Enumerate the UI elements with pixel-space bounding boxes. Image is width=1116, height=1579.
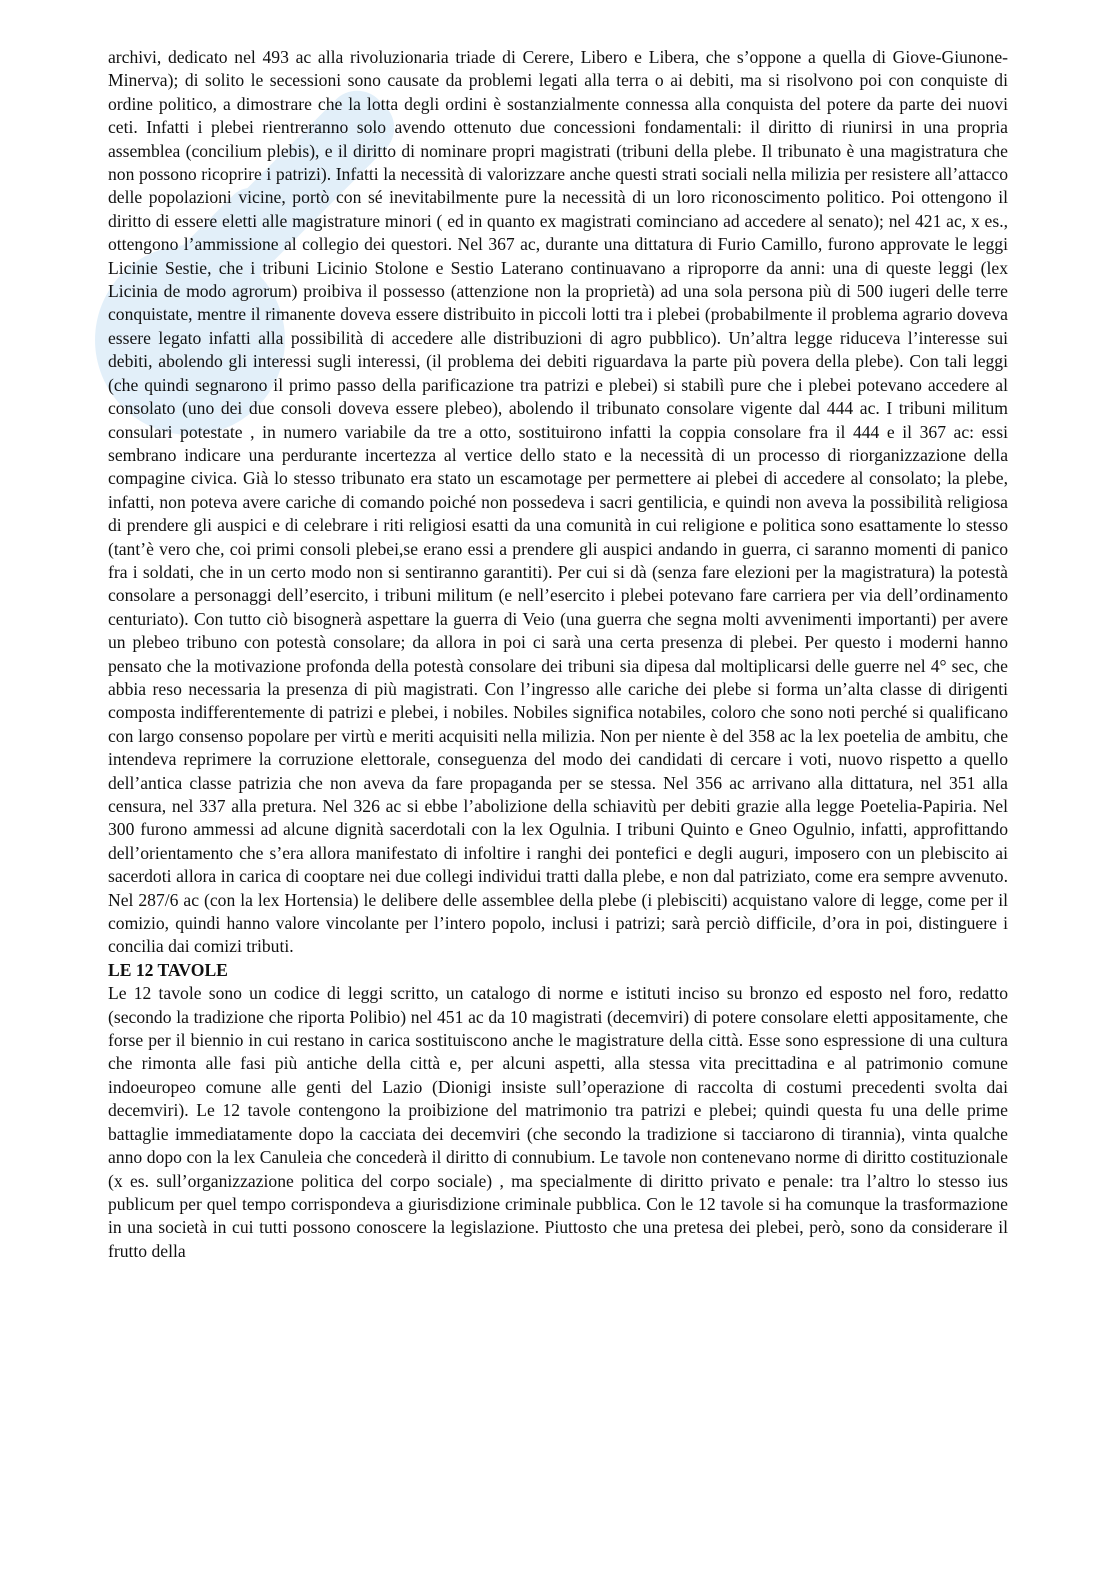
- section-paragraph: Le 12 tavole sono un codice di leggi scritto, un catalogo di norme e istituti inciso su bronzo ed esposto nel foro, redatto (secondo la tradizione che riporta Polibio) nel 451 ac da 10 magistrati (decemviri) di potere consolare eletti appositamente, che forse per il biennio in cui restano in carica sostituiscono anche le magistrature della città. Esse sono espressione di una cultura che rimonta alle fasi più antiche della città e, per alcuni aspetti, alla stessa vita precittadina e al patrimonio comune indoeuropeo comune alle genti del Lazio (Dionigi insiste sull’operazione di raccolta di costumi precedenti svolta dai decemviri). Le 12 tavole contengono la proibizione del matrimonio tra patrizi e plebei; quindi questa fu una delle prime battaglie immediatamente dopo la cacciata dei decemviri (che secondo la tradizione si tacciarono di tirannia), vinta qualche anno dopo con la lex Canuleia che concederà il diritto di connubium. Le tavole non contenevano norme di diritto costituzionale (x es. sull’organizzazione politica del corpo sociale) , ma specialmente di diritto privato e penale: tra l’altro lo stesso ius publicum per quel tempo corrispondeva a giurisdizione criminale pubblica. Con le 12 tavole si ha comunque la trasformazione in una società in cui tutti possono conoscere la legislazione. Piuttosto che una pretesa dei plebei, però, sono da considerare il frutto della: [108, 983, 1008, 1261]
- section-heading: LE 12 TAVOLE: [108, 959, 228, 980]
- document-page: [108, 46, 1008, 1263]
- body-paragraph-1: archivi, dedicato nel 493 ac alla rivoluzionaria triade di Cerere, Libero e Libera, che s’oppone a quella di Giove-Giunone-Minerva); di solito le secessioni sono causate da problemi legati alla terra o ai debiti, ma si risolvono poi con conquiste di ordine politico, a dimostrare che la lotta degli ordini è sostanzialmente connessa alla conquista del potere da parte dei nuovi ceti. Infatti i plebei rientreranno solo avendo ottenuto due concessioni fondamentali: il diritto di riunirsi in una propria assemblea (concilium plebis), e il diritto di nominare propri magistrati (tribuni della plebe. Il tribunato è una magistratura che non possono ricoprire i patrizi). Infatti la necessità di valorizzare anche questi strati sociali nella milizia per resistere all’attacco delle popolazioni vicine, portò con sé inevitabilmente pure la necessità di un loro riconoscimento politico. Poi ottengono il diritto di essere eletti alle magistrature minori ( ed in quanto ex magistrati cominciano ad accedere al senato); nel 421 ac, x es., ottengono l’ammissione al collegio dei questori. Nel 367 ac, durante una dittatura di Furio Camillo, furono approvate le leggi Licinie Sestie, che i tribuni Licinio Stolone e Sestio Laterano continuavano a riproporre da anni: una di queste leggi (lex Licinia de modo agrorum) proibiva il possesso (attenzione non la proprietà) ad una sola persona più di 500 iugeri delle terre conquistate, mentre il rimanente doveva essere distribuito in piccoli lotti tra i plebei (probabilmente il problema agrario doveva essere legato infatti alla possibilità di accedere alle distribuzioni di agro pubblico). Un’altra legge riduceva l’interesse sui debiti, abolendo gli interessi sugli interessi, (il problema dei debiti riguardava la parte più povera della plebe). Con tali leggi (che quindi segnarono il primo passo della parificazione tra patrizi e plebei) si stabilì pure che i plebei potevano accedere al consolato (uno dei due consoli doveva essere plebeo), abolendo il tribunato consolare vigente dal 444 ac. I tribuni militum consulari potestate , in numero variabile da tre a otto, sostituirono infatti la coppia consolare fra il 444 e il 367 ac: essi sembrano indicare una perdurante incertezza al vertice dello stato e la necessità di un processo di riorganizzazione della compagine civica. Già lo stesso tribunato era stato un escamotage per permettere ai plebei di accedere al consolato; la plebe, infatti, non poteva avere cariche di comando poiché non possedeva i sacri gentilicia, e quindi non aveva la possibilità religiosa di prendere gli auspici e di celebrare i riti religiosi esatti da una comunità in cui religione e politica sono esattamente lo stesso (tant’è vero che, coi primi consoli plebei,se erano essi a prendere gli auspici andando in guerra, ci saranno momenti di panico fra i soldati, che in un certo modo non si sentiranno garantiti). Per cui si dà (senza fare elezioni per la magistratura) la potestà consolare a personaggi dell’esercito, i tribuni militum (e nell’esercito i plebei potevano fare carriera per via dell’ordinamento centuriato). Con tutto ciò bisognerà aspettare la guerra di Veio (una guerra che segna molti avvenimenti importanti) per avere un plebeo tribuno con potestà consolare; da allora in poi ci sarà una certa presenza di plebei. Per questo i moderni hanno pensato che la motivazione profonda della potestà consolare dei tribuni sia dipesa dal moltiplicarsi delle guerre nel 4° sec, che abbia reso necessaria la presenza di più magistrati. Con l’ingresso alle cariche dei plebe si forma un’alta classe di dirigenti composta indifferentemente di patrizi e plebei, i nobiles. Nobiles significa notabiles, coloro che sono noti perché si qualificano con largo consenso popolare per virtù e meriti acquisiti nella milizia. Non per niente è del 358 ac la lex poetelia de ambitu, che intendeva reprimere la corruzione elettorale, conseguenza del modo dei candidati di cercare i voti, nuovo rispetto a quello dell’antica classe patrizia che non aveva da fare propaganda per se stessa. Nel 356 ac arrivano alla dittatura, nel 351 alla censura, nel 337 alla pretura. Nel 326 ac si ebbe l’abolizione della schiavitù per debiti grazie alla legge Poetelia-Papiria. Nel 300 furono ammessi ad alcune dignità sacerdotali con la lex Ogulnia. I tribuni Quinto e Gneo Ogulnio, infatti, approfittando dell’orientamento che s’era allora manifestato di infoltire i ranghi dei pontefici e degli auguri, imposero con un plebiscito ai sacerdoti allora in carica di cooptare nei due collegi individui tratti dalla plebe, e non dal patriziato, come era sempre avvenuto. Nel 287/6 ac (con la lex Hortensia) le delibere delle assemblee della plebe (i plebisciti) acquistano valore di legge, come per il comizio, quindi hanno valore vincolante per l’intero popolo, inclusi i patrizi; sarà perciò difficile, d’ora in poi, distinguere i concilia dai comizi tributi.: [108, 47, 1008, 957]
